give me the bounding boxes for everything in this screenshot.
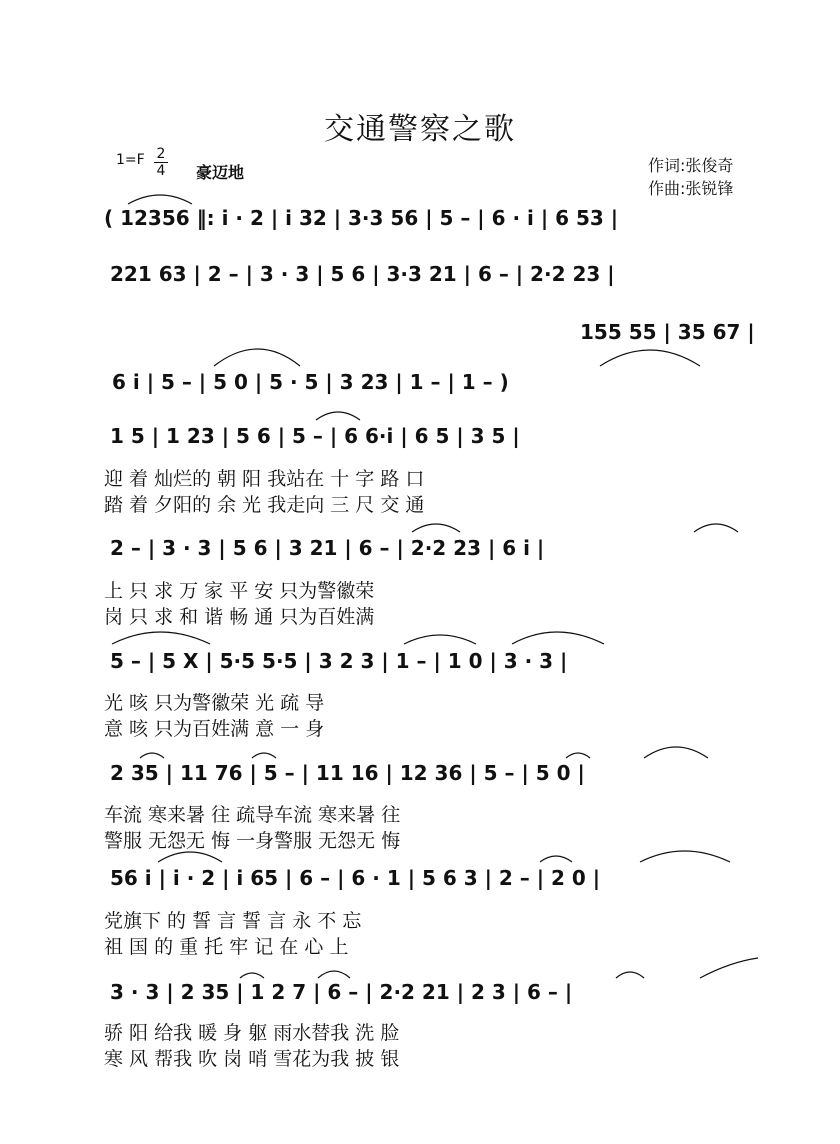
slur <box>540 856 572 862</box>
notation-row-9: 56 i | i · 2 | i 65 | 6 – | 6 · 1 | 5 6 3 | 2 – | 2 0 | <box>110 866 601 890</box>
notation-row-2: 221 63 | 2 – | 3 · 3 | 5 6 | 3·3 21 | 6 – | 2·2 23 | <box>110 262 615 286</box>
slur <box>316 412 360 420</box>
slur <box>404 635 476 644</box>
slur <box>512 632 604 644</box>
lyric-row-10-verse-2: 寒 风 帮我 吹 岗 哨 雪花为我 披 银 <box>104 1048 400 1070</box>
slur <box>700 958 758 978</box>
lyric-row-5-verse-1: 迎 着 灿烂的 朝 阳 我站在 十 字 路 口 <box>104 468 425 490</box>
key-signature: 1=F <box>116 152 145 168</box>
slur <box>140 753 164 758</box>
slur <box>566 753 590 758</box>
notation-row-1: ( 12356 ‖: i · 2 | i 32 | 3·3 56 | 5 – | 6 · i | 6 53 | <box>104 206 619 230</box>
lyric-row-10-verse-1: 骄 阳 给我 暖 身 躯 雨水替我 洗 脸 <box>104 1022 400 1044</box>
slur <box>112 632 210 644</box>
slur <box>214 349 300 366</box>
slur <box>158 852 222 862</box>
notation-row-3: 155 55 | 35 67 | <box>580 320 755 344</box>
lyric-row-8-verse-1: 车流 寒来暑 往 疏导车流 寒来暑 往 <box>104 804 401 826</box>
lyric-row-5-verse-2: 踏 着 夕阳的 余 光 我走向 三 尺 交 通 <box>104 494 425 516</box>
lyric-row-6-verse-1: 上 只 求 万 家 平 安 只为警徽荣 <box>104 580 375 602</box>
slur <box>240 973 264 978</box>
tempo-marking: 豪迈地 <box>196 163 245 182</box>
slur <box>644 747 708 758</box>
time-signature-numerator: 2 <box>156 146 166 162</box>
slur <box>616 972 644 978</box>
slur <box>694 524 738 532</box>
lyricist-credit: 作词:张俊奇 <box>648 156 734 175</box>
slur <box>128 195 192 204</box>
slur <box>252 753 276 758</box>
notation-row-10: 3 · 3 | 2 35 | 1 2 7 | 6 – | 2·2 21 | 2 3 | 6 – | <box>110 980 573 1004</box>
notation-row-7: 5 – | 5 X | 5·5 5·5 | 3 2 3 | 1 – | 1 0 | 3 · 3 | <box>110 649 568 673</box>
notation-row-8: 2 35 | 11 76 | 5 – | 11 16 | 12 36 | 5 – | 5 0 | <box>110 761 585 785</box>
notation-row-4: 6 i | 5 – | 5 0 | 5 · 5 | 3 23 | 1 – | 1 – ) <box>112 370 509 394</box>
lyric-row-9-verse-2: 祖 国 的 重 托 牢 记 在 心 上 <box>104 936 349 958</box>
lyric-row-7-verse-2: 意 咳 只为百姓满 意 一 身 <box>104 718 325 740</box>
notation-row-5: 1 5 | 1 23 | 5 6 | 5 – | 6 6·i | 6 5 | 3 5 | <box>110 424 520 448</box>
song-title: 交通警察之歌 <box>324 112 516 147</box>
slur <box>600 350 700 366</box>
composer-credit: 作曲:张锐锋 <box>648 179 734 198</box>
slur <box>412 524 460 532</box>
slur <box>318 971 350 978</box>
lyric-row-7-verse-1: 光 咳 只为警徽荣 光 疏 导 <box>104 692 325 714</box>
slur <box>640 851 730 862</box>
lyric-row-9-verse-1: 党旗下 的 誓 言 誓 言 永 不 忘 <box>104 910 362 932</box>
notation-row-6: 2 – | 3 · 3 | 5 6 | 3 21 | 6 – | 2·2 23 | 6 i | <box>110 536 545 560</box>
lyric-row-8-verse-2: 警服 无怨无 悔 一身警服 无怨无 悔 <box>104 830 401 852</box>
lyric-row-6-verse-2: 岗 只 求 和 谐 畅 通 只为百姓满 <box>104 606 375 628</box>
time-signature-denominator: 4 <box>156 163 166 179</box>
